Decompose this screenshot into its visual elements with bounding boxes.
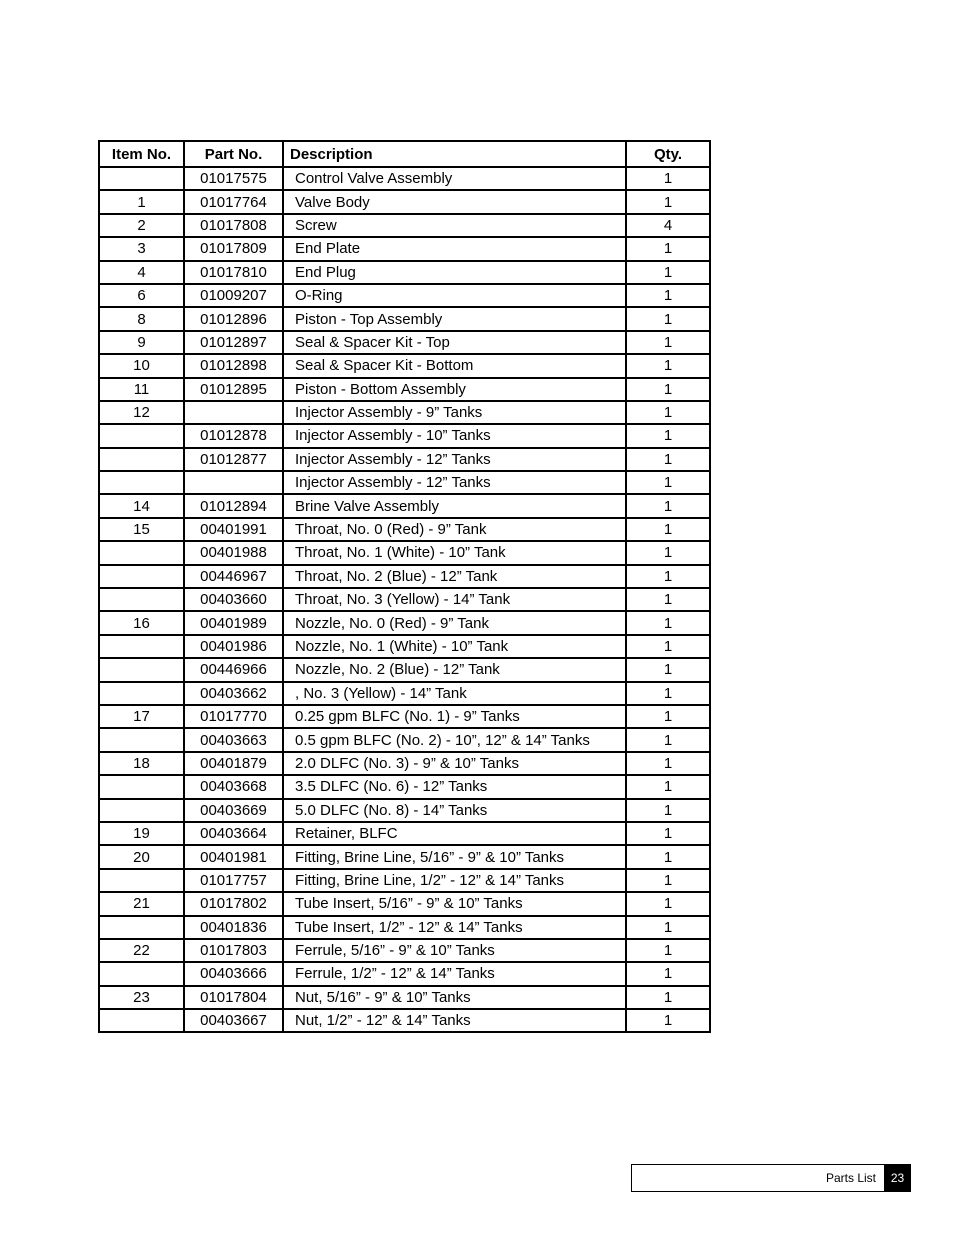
cell-part-no: 01012895: [184, 378, 283, 401]
cell-description: Throat, No. 0 (Red) - 9” Tank: [283, 518, 626, 541]
cell-description: Fitting, Brine Line, 5/16” - 9” & 10” Tanks: [283, 845, 626, 868]
table-row: [99, 401, 710, 424]
cell-part-no: [184, 471, 283, 494]
cell-item-no: 21: [99, 892, 184, 915]
cell-description: Nozzle, No. 0 (Red) - 9” Tank: [283, 611, 626, 634]
cell-description: 3.5 DLFC (No. 6) - 12” Tanks: [283, 775, 626, 798]
cell-part-no: 01017809: [184, 237, 283, 260]
cell-item-no: [99, 541, 184, 564]
table-body: [99, 167, 710, 1032]
parts-table: [98, 140, 711, 1033]
cell-item-no: [99, 635, 184, 658]
cell-item-no: [99, 728, 184, 751]
cell-part-no: 01017802: [184, 892, 283, 915]
cell-qty: 1: [626, 892, 710, 915]
cell-qty: 1: [626, 822, 710, 845]
cell-part-no: 01012898: [184, 354, 283, 377]
table-row: [99, 331, 710, 354]
cell-item-no: 16: [99, 611, 184, 634]
cell-description: Fitting, Brine Line, 1/2” - 12” & 14” Tanks: [283, 869, 626, 892]
cell-part-no: 00401836: [184, 916, 283, 939]
cell-part-no: 01017757: [184, 869, 283, 892]
cell-part-no: 01017808: [184, 214, 283, 237]
cell-item-no: 12: [99, 401, 184, 424]
table-row: [99, 635, 710, 658]
cell-part-no: 00401981: [184, 845, 283, 868]
cell-description: Brine Valve Assembly: [283, 494, 626, 517]
table-row: [99, 541, 710, 564]
cell-item-no: 11: [99, 378, 184, 401]
cell-part-no: 00403669: [184, 799, 283, 822]
cell-qty: 1: [626, 869, 710, 892]
table-row: [99, 307, 710, 330]
cell-qty: 1: [626, 1009, 710, 1032]
table-row: [99, 284, 710, 307]
cell-item-no: 4: [99, 261, 184, 284]
cell-qty: 1: [626, 167, 710, 190]
cell-part-no: 00401988: [184, 541, 283, 564]
table-row: [99, 448, 710, 471]
cell-part-no: 01017770: [184, 705, 283, 728]
cell-qty: 1: [626, 354, 710, 377]
table-row: [99, 869, 710, 892]
cell-description: Nozzle, No. 2 (Blue) - 12” Tank: [283, 658, 626, 681]
table-row: [99, 424, 710, 447]
table-row: [99, 190, 710, 213]
table-row: [99, 611, 710, 634]
cell-description: Screw: [283, 214, 626, 237]
cell-item-no: 1: [99, 190, 184, 213]
cell-item-no: [99, 682, 184, 705]
cell-part-no: 00403664: [184, 822, 283, 845]
cell-description: Seal & Spacer Kit - Bottom: [283, 354, 626, 377]
table-row: [99, 728, 710, 751]
table-row: [99, 588, 710, 611]
cell-item-no: [99, 448, 184, 471]
cell-qty: 1: [626, 331, 710, 354]
cell-part-no: 01012877: [184, 448, 283, 471]
cell-part-no: 01012896: [184, 307, 283, 330]
table-row: [99, 354, 710, 377]
cell-item-no: [99, 565, 184, 588]
cell-item-no: 14: [99, 494, 184, 517]
table-row: [99, 892, 710, 915]
cell-item-no: 10: [99, 354, 184, 377]
cell-item-no: 23: [99, 986, 184, 1009]
table-row: [99, 916, 710, 939]
cell-part-no: 01012878: [184, 424, 283, 447]
cell-qty: 1: [626, 307, 710, 330]
table-row: [99, 986, 710, 1009]
cell-item-no: 17: [99, 705, 184, 728]
cell-item-no: 6: [99, 284, 184, 307]
cell-description: Injector Assembly - 10” Tanks: [283, 424, 626, 447]
page-footer: [631, 1164, 911, 1192]
cell-item-no: 9: [99, 331, 184, 354]
header-part-no: Part No.: [184, 141, 283, 167]
cell-description: Injector Assembly - 12” Tanks: [283, 448, 626, 471]
cell-part-no: 01017810: [184, 261, 283, 284]
cell-part-no: 01017764: [184, 190, 283, 213]
cell-part-no: 01017575: [184, 167, 283, 190]
cell-description: Injector Assembly - 9” Tanks: [283, 401, 626, 424]
cell-part-no: 00401991: [184, 518, 283, 541]
cell-description: Valve Body: [283, 190, 626, 213]
cell-part-no: 00403662: [184, 682, 283, 705]
table-row: [99, 471, 710, 494]
cell-description: Throat, No. 3 (Yellow) - 14” Tank: [283, 588, 626, 611]
cell-description: Nozzle, No. 1 (White) - 10” Tank: [283, 635, 626, 658]
cell-part-no: [184, 401, 283, 424]
cell-part-no: 00446967: [184, 565, 283, 588]
cell-part-no: 00401989: [184, 611, 283, 634]
table-row: [99, 261, 710, 284]
cell-description: O-Ring: [283, 284, 626, 307]
cell-qty: 1: [626, 658, 710, 681]
cell-description: Piston - Bottom Assembly: [283, 378, 626, 401]
cell-qty: 1: [626, 939, 710, 962]
table-row: [99, 799, 710, 822]
header-description: Description: [283, 141, 626, 167]
table-row: [99, 658, 710, 681]
cell-qty: 4: [626, 214, 710, 237]
cell-part-no: 00401879: [184, 752, 283, 775]
cell-part-no: 00403668: [184, 775, 283, 798]
cell-part-no: 00401986: [184, 635, 283, 658]
footer-section-label: Parts List: [825, 1171, 876, 1185]
table-row: [99, 752, 710, 775]
cell-item-no: [99, 658, 184, 681]
table-row: [99, 565, 710, 588]
cell-item-no: [99, 471, 184, 494]
table-row: [99, 682, 710, 705]
cell-item-no: 3: [99, 237, 184, 260]
cell-part-no: 00446966: [184, 658, 283, 681]
cell-item-no: [99, 869, 184, 892]
cell-qty: 1: [626, 728, 710, 751]
table-row: [99, 237, 710, 260]
cell-description: End Plate: [283, 237, 626, 260]
cell-description: Ferrule, 1/2” - 12” & 14” Tanks: [283, 962, 626, 985]
cell-part-no: 01012894: [184, 494, 283, 517]
cell-qty: 1: [626, 401, 710, 424]
cell-qty: 1: [626, 237, 710, 260]
page-number: 23: [884, 1164, 911, 1192]
cell-part-no: 01009207: [184, 284, 283, 307]
cell-description: 0.5 gpm BLFC (No. 2) - 10”, 12” & 14” Tanks: [283, 728, 626, 751]
cell-qty: 1: [626, 752, 710, 775]
cell-qty: 1: [626, 494, 710, 517]
header-item-no: Item No.: [99, 141, 184, 167]
cell-description: End Plug: [283, 261, 626, 284]
cell-qty: 1: [626, 799, 710, 822]
cell-description: Retainer, BLFC: [283, 822, 626, 845]
cell-qty: 1: [626, 541, 710, 564]
cell-item-no: [99, 799, 184, 822]
table-row: [99, 167, 710, 190]
cell-item-no: 8: [99, 307, 184, 330]
table-row: [99, 378, 710, 401]
cell-description: 2.0 DLFC (No. 3) - 9” & 10” Tanks: [283, 752, 626, 775]
cell-description: Tube Insert, 1/2” - 12” & 14” Tanks: [283, 916, 626, 939]
table-row: [99, 939, 710, 962]
cell-description: 0.25 gpm BLFC (No. 1) - 9” Tanks: [283, 705, 626, 728]
cell-qty: 1: [626, 424, 710, 447]
cell-item-no: [99, 916, 184, 939]
cell-qty: 1: [626, 284, 710, 307]
cell-item-no: [99, 588, 184, 611]
cell-description: 5.0 DLFC (No. 8) - 14” Tanks: [283, 799, 626, 822]
table-row: [99, 962, 710, 985]
cell-qty: 1: [626, 611, 710, 634]
cell-qty: 1: [626, 261, 710, 284]
cell-qty: 1: [626, 565, 710, 588]
cell-description: Piston - Top Assembly: [283, 307, 626, 330]
cell-part-no: 01017803: [184, 939, 283, 962]
cell-description: Injector Assembly - 12” Tanks: [283, 471, 626, 494]
cell-qty: 1: [626, 845, 710, 868]
cell-item-no: 20: [99, 845, 184, 868]
cell-qty: 1: [626, 986, 710, 1009]
cell-qty: 1: [626, 916, 710, 939]
cell-item-no: 15: [99, 518, 184, 541]
table-row: [99, 705, 710, 728]
cell-description: Tube Insert, 5/16” - 9” & 10” Tanks: [283, 892, 626, 915]
cell-item-no: [99, 167, 184, 190]
cell-item-no: 18: [99, 752, 184, 775]
table-row: [99, 775, 710, 798]
cell-description: Seal & Spacer Kit - Top: [283, 331, 626, 354]
cell-description: Throat, No. 2 (Blue) - 12” Tank: [283, 565, 626, 588]
table-row: [99, 845, 710, 868]
cell-item-no: [99, 1009, 184, 1032]
cell-item-no: [99, 775, 184, 798]
table-row: [99, 822, 710, 845]
cell-part-no: 00403660: [184, 588, 283, 611]
cell-description: Ferrule, 5/16” - 9” & 10” Tanks: [283, 939, 626, 962]
cell-item-no: 22: [99, 939, 184, 962]
table-row: [99, 214, 710, 237]
cell-qty: 1: [626, 448, 710, 471]
cell-item-no: 2: [99, 214, 184, 237]
cell-qty: 1: [626, 378, 710, 401]
cell-qty: 1: [626, 682, 710, 705]
table-row: [99, 494, 710, 517]
cell-description: Throat, No. 1 (White) - 10” Tank: [283, 541, 626, 564]
cell-part-no: 00403663: [184, 728, 283, 751]
cell-qty: 1: [626, 471, 710, 494]
cell-qty: 1: [626, 775, 710, 798]
cell-qty: 1: [626, 588, 710, 611]
header-qty: Qty.: [626, 141, 710, 167]
cell-qty: 1: [626, 190, 710, 213]
cell-description: , No. 3 (Yellow) - 14” Tank: [283, 682, 626, 705]
cell-part-no: 01012897: [184, 331, 283, 354]
table-header-row: [99, 141, 710, 167]
cell-qty: 1: [626, 962, 710, 985]
table-row: [99, 518, 710, 541]
cell-item-no: [99, 962, 184, 985]
cell-qty: 1: [626, 635, 710, 658]
cell-description: Nut, 1/2” - 12” & 14” Tanks: [283, 1009, 626, 1032]
cell-description: Control Valve Assembly: [283, 167, 626, 190]
cell-description: Nut, 5/16” - 9” & 10” Tanks: [283, 986, 626, 1009]
cell-part-no: 00403666: [184, 962, 283, 985]
cell-item-no: 19: [99, 822, 184, 845]
cell-qty: 1: [626, 705, 710, 728]
table-row: [99, 1009, 710, 1032]
cell-part-no: 01017804: [184, 986, 283, 1009]
cell-part-no: 00403667: [184, 1009, 283, 1032]
cell-qty: 1: [626, 518, 710, 541]
cell-item-no: [99, 424, 184, 447]
